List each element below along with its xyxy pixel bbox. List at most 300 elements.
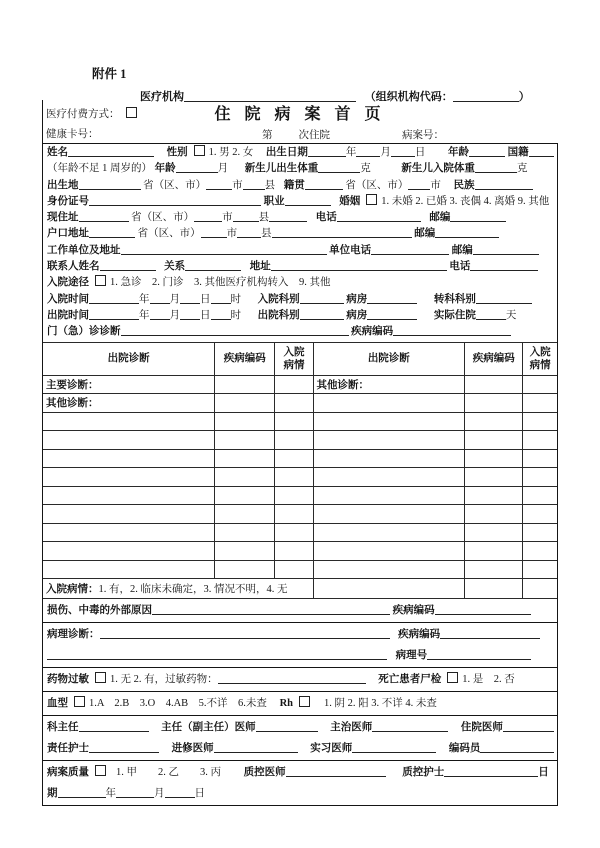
- ethnicity-label: 民族: [453, 179, 475, 191]
- year-label: 年: [139, 309, 150, 321]
- record-number-label: 病案号：: [402, 130, 444, 141]
- empty-cell: [215, 394, 275, 413]
- empty-cell: [275, 468, 313, 487]
- phone-label: 电话: [315, 212, 337, 224]
- province-label: 省（区、市）: [143, 179, 207, 191]
- dis-ward-blank: [367, 308, 417, 320]
- empty-cell: [313, 394, 465, 413]
- admission-condition-line1: 入院: [283, 346, 305, 358]
- contact-name-blank: [100, 259, 156, 271]
- city-label: 市: [430, 179, 441, 191]
- empty-cell: [215, 505, 275, 524]
- dob-label: 出生日期: [265, 147, 308, 158]
- admission-condition-line2: 病情: [283, 359, 305, 371]
- work-zip-blank: [473, 243, 539, 255]
- year-label: 年: [105, 788, 116, 800]
- other-diagnosis-label: 其他诊断：: [46, 398, 99, 410]
- empty-cell: [275, 449, 313, 468]
- col-discharge-diagnosis: 出院诊断: [43, 342, 215, 375]
- intern-doctor-blank: [352, 741, 436, 753]
- empty-cell: [465, 375, 523, 394]
- admission-path-options: 1. 急诊 2. 门诊 3. 其他医疗机构转入 9. 其他: [110, 277, 331, 289]
- empty-cell: [43, 486, 215, 505]
- empty-cell: [215, 375, 275, 394]
- province-label: 省（区、市）: [345, 179, 409, 191]
- table-row: [43, 375, 557, 394]
- empty-cell: [523, 523, 557, 542]
- empty-cell: [465, 412, 523, 431]
- pay-method-label: 医疗付费方式：: [46, 109, 120, 120]
- org-code-close: ）: [518, 91, 530, 103]
- injury-blank: [152, 603, 390, 615]
- newborn-adm-weight-blank: [475, 161, 517, 173]
- cur-detail-blank: [269, 210, 307, 222]
- col-discharge-diagnosis: 出院诊断: [313, 342, 465, 375]
- empty-cell: [43, 449, 215, 468]
- birthplace-county-blank: [243, 178, 265, 190]
- staff-section: [43, 715, 557, 760]
- discharge-time-label: 出院时间: [47, 309, 89, 321]
- work-address-blank: [121, 243, 327, 255]
- coder-blank: [480, 741, 554, 753]
- empty-cell: [215, 523, 275, 542]
- row-id-occupation-marriage: [47, 194, 554, 210]
- reg-province-blank: [89, 226, 135, 238]
- sex-label: 性别: [166, 147, 188, 158]
- record-quality-checkbox: [95, 765, 106, 776]
- zip-label: 邮编: [451, 244, 473, 256]
- empty-cell: [275, 542, 313, 561]
- native-place-blank: [305, 178, 343, 190]
- empty-cell: [523, 542, 557, 561]
- work-phone-blank: [371, 243, 449, 255]
- empty-cell: [313, 560, 465, 579]
- table-row: [43, 560, 557, 579]
- qc-doctor-blank: [286, 765, 386, 777]
- zip-blank: [450, 210, 506, 222]
- table-row: [43, 449, 557, 468]
- empty-cell: [43, 523, 215, 542]
- dis-year-blank: [89, 308, 139, 320]
- empty-cell: [523, 486, 557, 505]
- empty-cell: [523, 412, 557, 431]
- refresher-doctor-label: 进修医师: [171, 743, 214, 755]
- adm-hour-blank: [211, 292, 231, 304]
- attending-doctor-blank: [372, 720, 448, 732]
- admission-condition-note-row: [43, 579, 557, 599]
- current-address-label: 现住址: [47, 212, 79, 224]
- row-quality-date: [47, 783, 554, 804]
- row-blood-type: [47, 693, 554, 714]
- empty-cell: [523, 375, 557, 394]
- occupation-label: 职业: [263, 195, 285, 207]
- pathology-section: [43, 622, 557, 667]
- row-quality: [47, 762, 554, 783]
- attachment-label: 附件 1: [92, 67, 127, 81]
- gram-label: 克: [360, 163, 371, 175]
- rh-label: Rh: [279, 698, 293, 710]
- work-address-label: 工作单位及地址: [47, 244, 121, 256]
- empty-cell: [465, 560, 523, 579]
- pathology-no-blank: [427, 648, 531, 660]
- chief-doctor-label: 主任（副主任）医师: [161, 722, 256, 734]
- disease-code-label: 疾病编码: [392, 605, 435, 617]
- marriage-options: 1. 未婚 2. 已婚 3. 丧偶 4. 离婚 9. 其他: [381, 195, 550, 207]
- admission-condition-line1: 入院: [529, 346, 551, 358]
- page-title: 住 院 病 案 首 页: [214, 106, 386, 123]
- empty-cell: [465, 449, 523, 468]
- sex-checkbox: [194, 145, 205, 156]
- blood-type-options: 1.A 2.B 3.O 4.AB 5.不详 6.未查: [89, 698, 267, 710]
- age-blank: [469, 145, 505, 157]
- nth-admission-line: [262, 127, 330, 142]
- empty-cell: [313, 542, 465, 561]
- quality-section: [43, 760, 557, 805]
- admission-condition-note-label: 入院病情：: [46, 584, 99, 596]
- empty-cell: [43, 560, 215, 579]
- qc-nurse-label: 质控护士: [402, 767, 445, 779]
- infant-age-label: 年龄: [154, 163, 176, 175]
- patient-info-section: [43, 144, 557, 342]
- newborn-birth-weight-label: 新生儿出生体重: [244, 163, 319, 175]
- adm-dept-blank: [300, 292, 344, 304]
- table-row: [43, 542, 557, 561]
- coder-label: 编码员: [448, 743, 481, 755]
- name-blank: [68, 145, 154, 157]
- day-label: 日: [200, 309, 211, 321]
- age-label: 年龄: [448, 147, 469, 158]
- marriage-label: 婚姻: [339, 195, 361, 207]
- refresher-doctor-blank: [214, 741, 298, 753]
- nationality-label: 国籍: [507, 147, 529, 158]
- birthplace-label: 出生地: [47, 179, 79, 191]
- empty-cell: [275, 394, 313, 413]
- adm-year-blank: [89, 292, 139, 304]
- form-body: [42, 143, 558, 806]
- city-label: 市: [232, 179, 243, 191]
- admission-condition-note-options: 1. 有，2. 临床未确定，3. 情况不明，4. 无: [98, 584, 288, 596]
- qc-doctor-label: 质控医师: [243, 767, 286, 779]
- blood-type-checkbox: [74, 696, 85, 707]
- empty-cell: [215, 560, 275, 579]
- empty-cell: [313, 579, 465, 599]
- pathology-blank: [100, 627, 390, 639]
- row-outpatient-diagnosis: [47, 324, 554, 340]
- dis-day-blank: [180, 308, 200, 320]
- outpatient-code-blank: [393, 324, 511, 336]
- autopsy-label: 死亡患者尸检: [378, 674, 442, 686]
- row-pathology: [47, 624, 554, 645]
- empty-cell: [465, 431, 523, 450]
- hour-label: 时: [230, 309, 241, 321]
- month-label: 月: [154, 788, 165, 800]
- adm-ward-blank: [367, 292, 417, 304]
- empty-cell: [523, 560, 557, 579]
- empty-cell: [275, 560, 313, 579]
- county-label: 县: [261, 228, 272, 240]
- name-label: 姓名: [47, 147, 68, 158]
- rh-checkbox: [299, 696, 310, 707]
- city-label: 市: [222, 212, 233, 224]
- empty-cell: [465, 542, 523, 561]
- record-quality-label: 病案质量: [47, 767, 89, 779]
- table-row: [43, 394, 557, 413]
- allergy-options: 1. 无 2. 有，过敏药物：: [110, 674, 218, 686]
- cur-county-blank: [233, 210, 259, 222]
- main-diagnosis-label: 主要诊断：: [46, 379, 99, 391]
- occupation-blank: [285, 194, 331, 206]
- reg-city-blank: [201, 226, 227, 238]
- day-label: 日: [194, 788, 205, 800]
- left-border-rule: [42, 100, 43, 144]
- empty-cell: [275, 505, 313, 524]
- row-work-address: [47, 243, 554, 259]
- contact-phone-blank: [470, 259, 538, 271]
- qc-date-label-part1: 日: [538, 767, 549, 779]
- pathology-no-label: 病理号: [395, 650, 428, 662]
- reg-zip-blank: [435, 226, 499, 238]
- admission-time-label: 入院时间: [47, 293, 89, 305]
- dis-month-blank: [150, 308, 170, 320]
- adm-month-blank: [150, 292, 170, 304]
- empty-cell: [313, 468, 465, 487]
- row-discharge-time: [47, 308, 554, 324]
- relation-label: 关系: [164, 261, 186, 273]
- empty-cell: [523, 468, 557, 487]
- relation-blank: [185, 259, 241, 271]
- infant-note: （年龄不足 1 周岁的）: [47, 163, 152, 175]
- col-admission-condition: [275, 342, 313, 375]
- empty-cell: [43, 468, 215, 487]
- nth-post: 次住院: [298, 130, 330, 141]
- empty-cell: [215, 431, 275, 450]
- phone-blank: [337, 210, 421, 222]
- col-disease-code: 疾病编码: [215, 342, 275, 375]
- autopsy-checkbox: [447, 672, 458, 683]
- pathology-label: 病理诊断：: [47, 629, 100, 641]
- empty-cell: [523, 505, 557, 524]
- dis-dept-blank: [300, 308, 344, 320]
- chief-doctor-blank: [256, 720, 318, 732]
- transfer-dept-label: 转科科别: [433, 293, 476, 305]
- dis-hour-blank: [211, 308, 231, 320]
- marriage-checkbox: [366, 194, 377, 205]
- empty-cell: [465, 579, 523, 599]
- empty-cell: [523, 394, 557, 413]
- reg-detail-blank: [272, 226, 412, 238]
- rh-options: 1. 阴 2. 阳 3. 不详 4. 未查: [324, 698, 437, 710]
- ward-label: 病房: [346, 309, 368, 321]
- empty-cell: [313, 523, 465, 542]
- table-row: [43, 431, 557, 450]
- org-label: 医疗机构: [140, 91, 184, 103]
- qc-month-blank: [116, 786, 154, 798]
- month-label: 月: [169, 293, 180, 305]
- empty-cell: [465, 505, 523, 524]
- col-admission-condition: [523, 342, 557, 375]
- table-row: [43, 468, 557, 487]
- cur-city-blank: [194, 210, 222, 222]
- empty-cell: [215, 486, 275, 505]
- other-diagnosis-cell: [43, 394, 215, 413]
- table-row: [43, 505, 557, 524]
- empty-cell: [215, 449, 275, 468]
- infant-month-label: 月: [217, 163, 229, 175]
- adm-day-blank: [180, 292, 200, 304]
- birthplace-blank: [79, 178, 141, 190]
- blood-type-section: [43, 691, 557, 715]
- nurse-label: 责任护士: [47, 743, 89, 755]
- sex-options: 1. 男 2. 女: [208, 147, 254, 158]
- native-place-label: 籍贯: [283, 179, 305, 191]
- dept-chief-label: 科主任: [47, 722, 79, 734]
- month-label: 月: [380, 147, 391, 158]
- row-doctors-1: [47, 717, 554, 738]
- empty-cell: [465, 468, 523, 487]
- row-current-address: [47, 210, 554, 226]
- table-row: [43, 412, 557, 431]
- newborn-birth-weight-blank: [318, 161, 360, 173]
- allergy-label: 药物过敏: [47, 674, 89, 686]
- zip-label: 邮编: [414, 228, 436, 240]
- row-allergy: [47, 669, 554, 690]
- id-number-label: 身份证号: [47, 195, 89, 207]
- table-row: [43, 486, 557, 505]
- admission-dept-label: 入院科别: [257, 293, 300, 305]
- discharge-dept-label: 出院科别: [257, 309, 300, 321]
- transfer-dept-blank: [476, 292, 532, 304]
- blood-type-label: 血型: [47, 698, 68, 710]
- work-phone-label: 单位电话: [329, 244, 372, 256]
- other-diagnosis-label: 其他诊断：: [316, 379, 370, 391]
- empty-cell: [275, 486, 313, 505]
- dob-day-blank: [391, 145, 415, 157]
- nth-pre: 第: [262, 130, 273, 141]
- empty-cell: [465, 486, 523, 505]
- qc-date-label-part2: 期: [47, 788, 58, 800]
- qc-day-blank: [165, 786, 195, 798]
- empty-cell: [523, 449, 557, 468]
- pathology-code-blank: [440, 627, 540, 639]
- empty-cell: [215, 468, 275, 487]
- empty-cell: [275, 523, 313, 542]
- empty-cell: [313, 412, 465, 431]
- row-name-sex-dob: [47, 145, 554, 161]
- record-quality-options: 1. 甲 2. 乙 3. 丙: [116, 767, 221, 779]
- injury-section: [43, 599, 557, 622]
- empty-cell: [523, 431, 557, 450]
- empty-cell: [275, 431, 313, 450]
- row-injury: [47, 600, 554, 621]
- pathology-cont-blank: [47, 648, 387, 660]
- province-label: 省（区、市）: [137, 228, 201, 240]
- reg-county-blank: [237, 226, 261, 238]
- zip-label: 邮编: [429, 212, 451, 224]
- org-code-label: （组织机构代码：: [364, 91, 453, 103]
- empty-cell: [43, 542, 215, 561]
- empty-cell: [43, 505, 215, 524]
- newborn-adm-weight-label: 新生儿入院体重: [401, 163, 475, 175]
- row-admission-path: [47, 275, 554, 291]
- attending-doctor-label: 主治医师: [330, 722, 373, 734]
- empty-cell: [43, 431, 215, 450]
- empty-cell: [313, 505, 465, 524]
- year-label: 年: [345, 147, 357, 158]
- dob-month-blank: [356, 145, 380, 157]
- ward-label: 病房: [346, 293, 368, 305]
- admission-path-label: 入院途径: [47, 277, 89, 289]
- birthplace-city-blank: [206, 178, 232, 190]
- row-infant: [47, 161, 554, 177]
- empty-cell: [465, 523, 523, 542]
- qc-nurse-blank: [444, 765, 538, 777]
- empty-cell: [43, 412, 215, 431]
- allergy-drug-blank: [218, 672, 366, 684]
- outpatient-diagnosis-blank: [121, 324, 349, 336]
- contact-phone-label: 电话: [449, 261, 471, 273]
- ethnicity-blank: [475, 178, 533, 190]
- row-contact: [47, 259, 554, 275]
- disease-code-label: 疾病编码: [351, 326, 394, 338]
- allergy-section: [43, 667, 557, 691]
- admission-condition-note-cell: [43, 579, 313, 599]
- days-label: 天: [505, 309, 517, 321]
- empty-cell: [215, 542, 275, 561]
- empty-cell: [313, 431, 465, 450]
- empty-cell: [523, 579, 557, 599]
- main-diagnosis-cell: [43, 375, 215, 394]
- registered-address-label: 户口地址: [47, 228, 89, 240]
- empty-cell: [465, 394, 523, 413]
- nationality-blank: [529, 145, 554, 157]
- nurse-blank: [89, 741, 159, 753]
- disease-code-label: 疾病编码: [398, 629, 441, 641]
- empty-cell: [275, 375, 313, 394]
- empty-cell: [313, 449, 465, 468]
- contact-address-blank: [271, 259, 447, 271]
- admission-path-checkbox: [95, 275, 106, 286]
- col-disease-code: 疾病编码: [465, 342, 523, 375]
- year-label: 年: [139, 293, 150, 305]
- row-doctors-2: [47, 738, 554, 759]
- injury-label: 损伤、中毒的外部原因: [47, 605, 152, 617]
- diagnosis-table-header: [43, 342, 557, 375]
- contact-address-label: 地址: [249, 261, 271, 273]
- row-birthplace: [47, 178, 554, 194]
- row-pathology-no: [47, 645, 554, 666]
- dept-chief-blank: [79, 720, 149, 732]
- intern-doctor-label: 实习医师: [310, 743, 353, 755]
- day-label: 日: [200, 293, 211, 305]
- month-label: 月: [169, 309, 180, 321]
- county-label: 县: [258, 212, 270, 224]
- admission-condition-line2: 病情: [529, 359, 551, 371]
- row-registered-address: [47, 226, 554, 242]
- empty-cell: [215, 412, 275, 431]
- resident-doctor-blank: [503, 720, 554, 732]
- empty-cell: [313, 486, 465, 505]
- cur-province-blank: [79, 210, 129, 222]
- empty-cell: [275, 412, 313, 431]
- native-city-blank: [408, 178, 430, 190]
- city-label: 市: [226, 228, 238, 240]
- diagnosis-table: [43, 342, 557, 600]
- health-card-label: 健康卡号：: [46, 129, 99, 140]
- allergy-checkbox: [95, 672, 106, 683]
- contact-name-label: 联系人姓名: [47, 261, 100, 273]
- province-label: 省（区、市）: [131, 212, 195, 224]
- gram-label: 克: [516, 163, 528, 175]
